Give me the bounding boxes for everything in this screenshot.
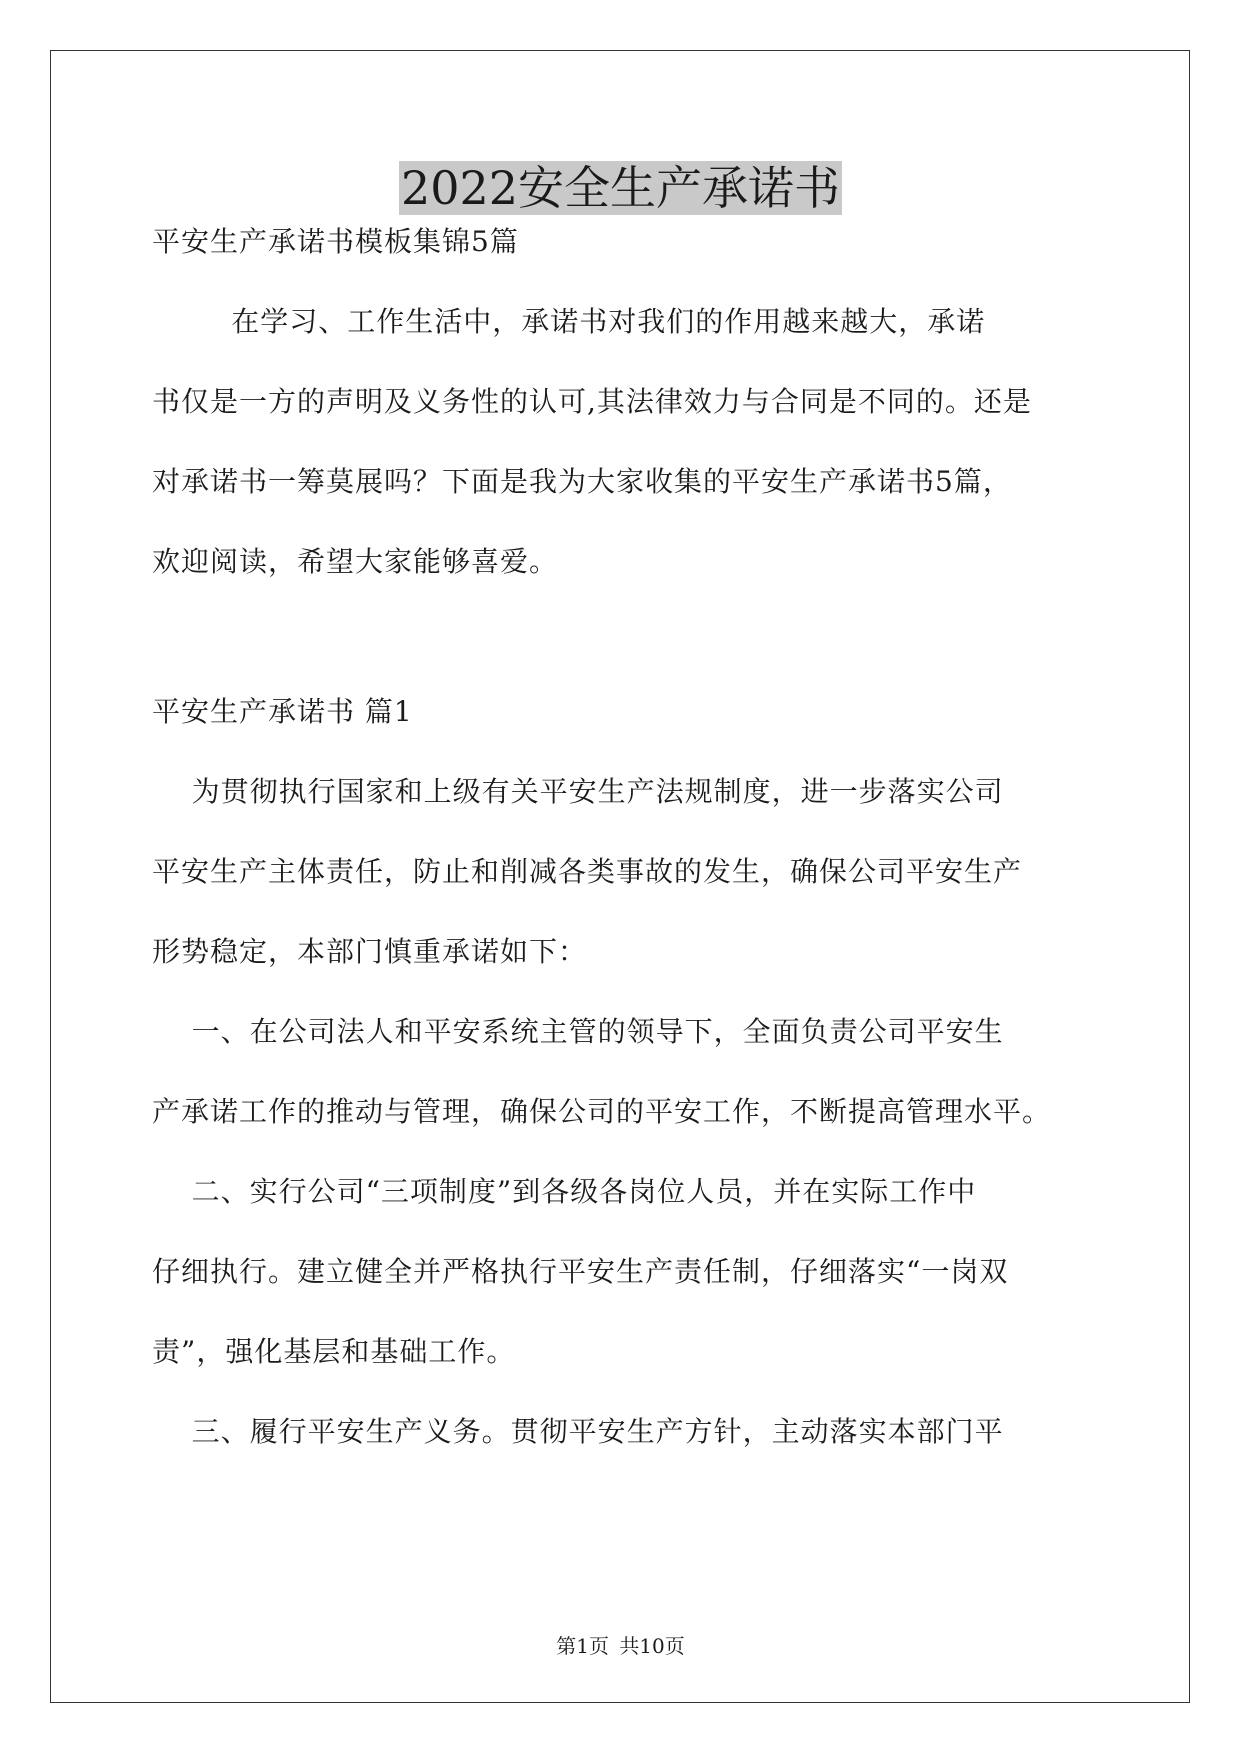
document-title: 2022安全生产承诺书 (400, 161, 841, 215)
body-line: 产承诺工作的推动与管理，确保公司的平安工作，不断提高管理水平。 (152, 1095, 1052, 1128)
page-footer (0, 1632, 1241, 1660)
body-line: 一、在公司法人和平安系统主管的领导下，全面负责公司平安生 (152, 1015, 1004, 1048)
body-line: 形势稳定，本部门慎重承诺如下： (152, 935, 588, 968)
body-line: 二、实行公司“三项制度”到各级各岗位人员，并在实际工作中 (152, 1175, 977, 1208)
page-total: 共10页 (619, 1634, 685, 1658)
page-number: 第1页 (556, 1634, 609, 1658)
body-line: 责”，强化基层和基础工作。 (152, 1335, 516, 1368)
body-line: 仔细执行。建立健全并严格执行平安生产责任制，仔细落实“一岗双 (152, 1255, 1009, 1288)
body-line: 三、履行平安生产义务。贯彻平安生产方针，主动落实本部门平 (152, 1415, 1004, 1448)
body-line: 书仅是一方的声明及义务性的认可,其法律效力与合同是不同的。还是 (152, 385, 1032, 418)
body-line: 平安生产主体责任，防止和削减各类事故的发生，确保公司平安生产 (152, 855, 1023, 888)
body-line: 为贯彻执行国家和上级有关平安生产法规制度，进一步落实公司 (152, 775, 1004, 808)
subtitle-line: 平安生产承诺书模板集锦5篇 (152, 225, 519, 258)
body-line: 欢迎阅读，希望大家能够喜爱。 (152, 545, 559, 578)
section-heading: 平安生产承诺书 篇1 (152, 695, 413, 728)
body-line: 对承诺书一筹莫展吗？下面是我为大家收集的平安生产承诺书5篇， (152, 465, 1012, 498)
body-line: 在学习、工作生活中，承诺书对我们的作用越来越大，承诺 (152, 305, 986, 338)
